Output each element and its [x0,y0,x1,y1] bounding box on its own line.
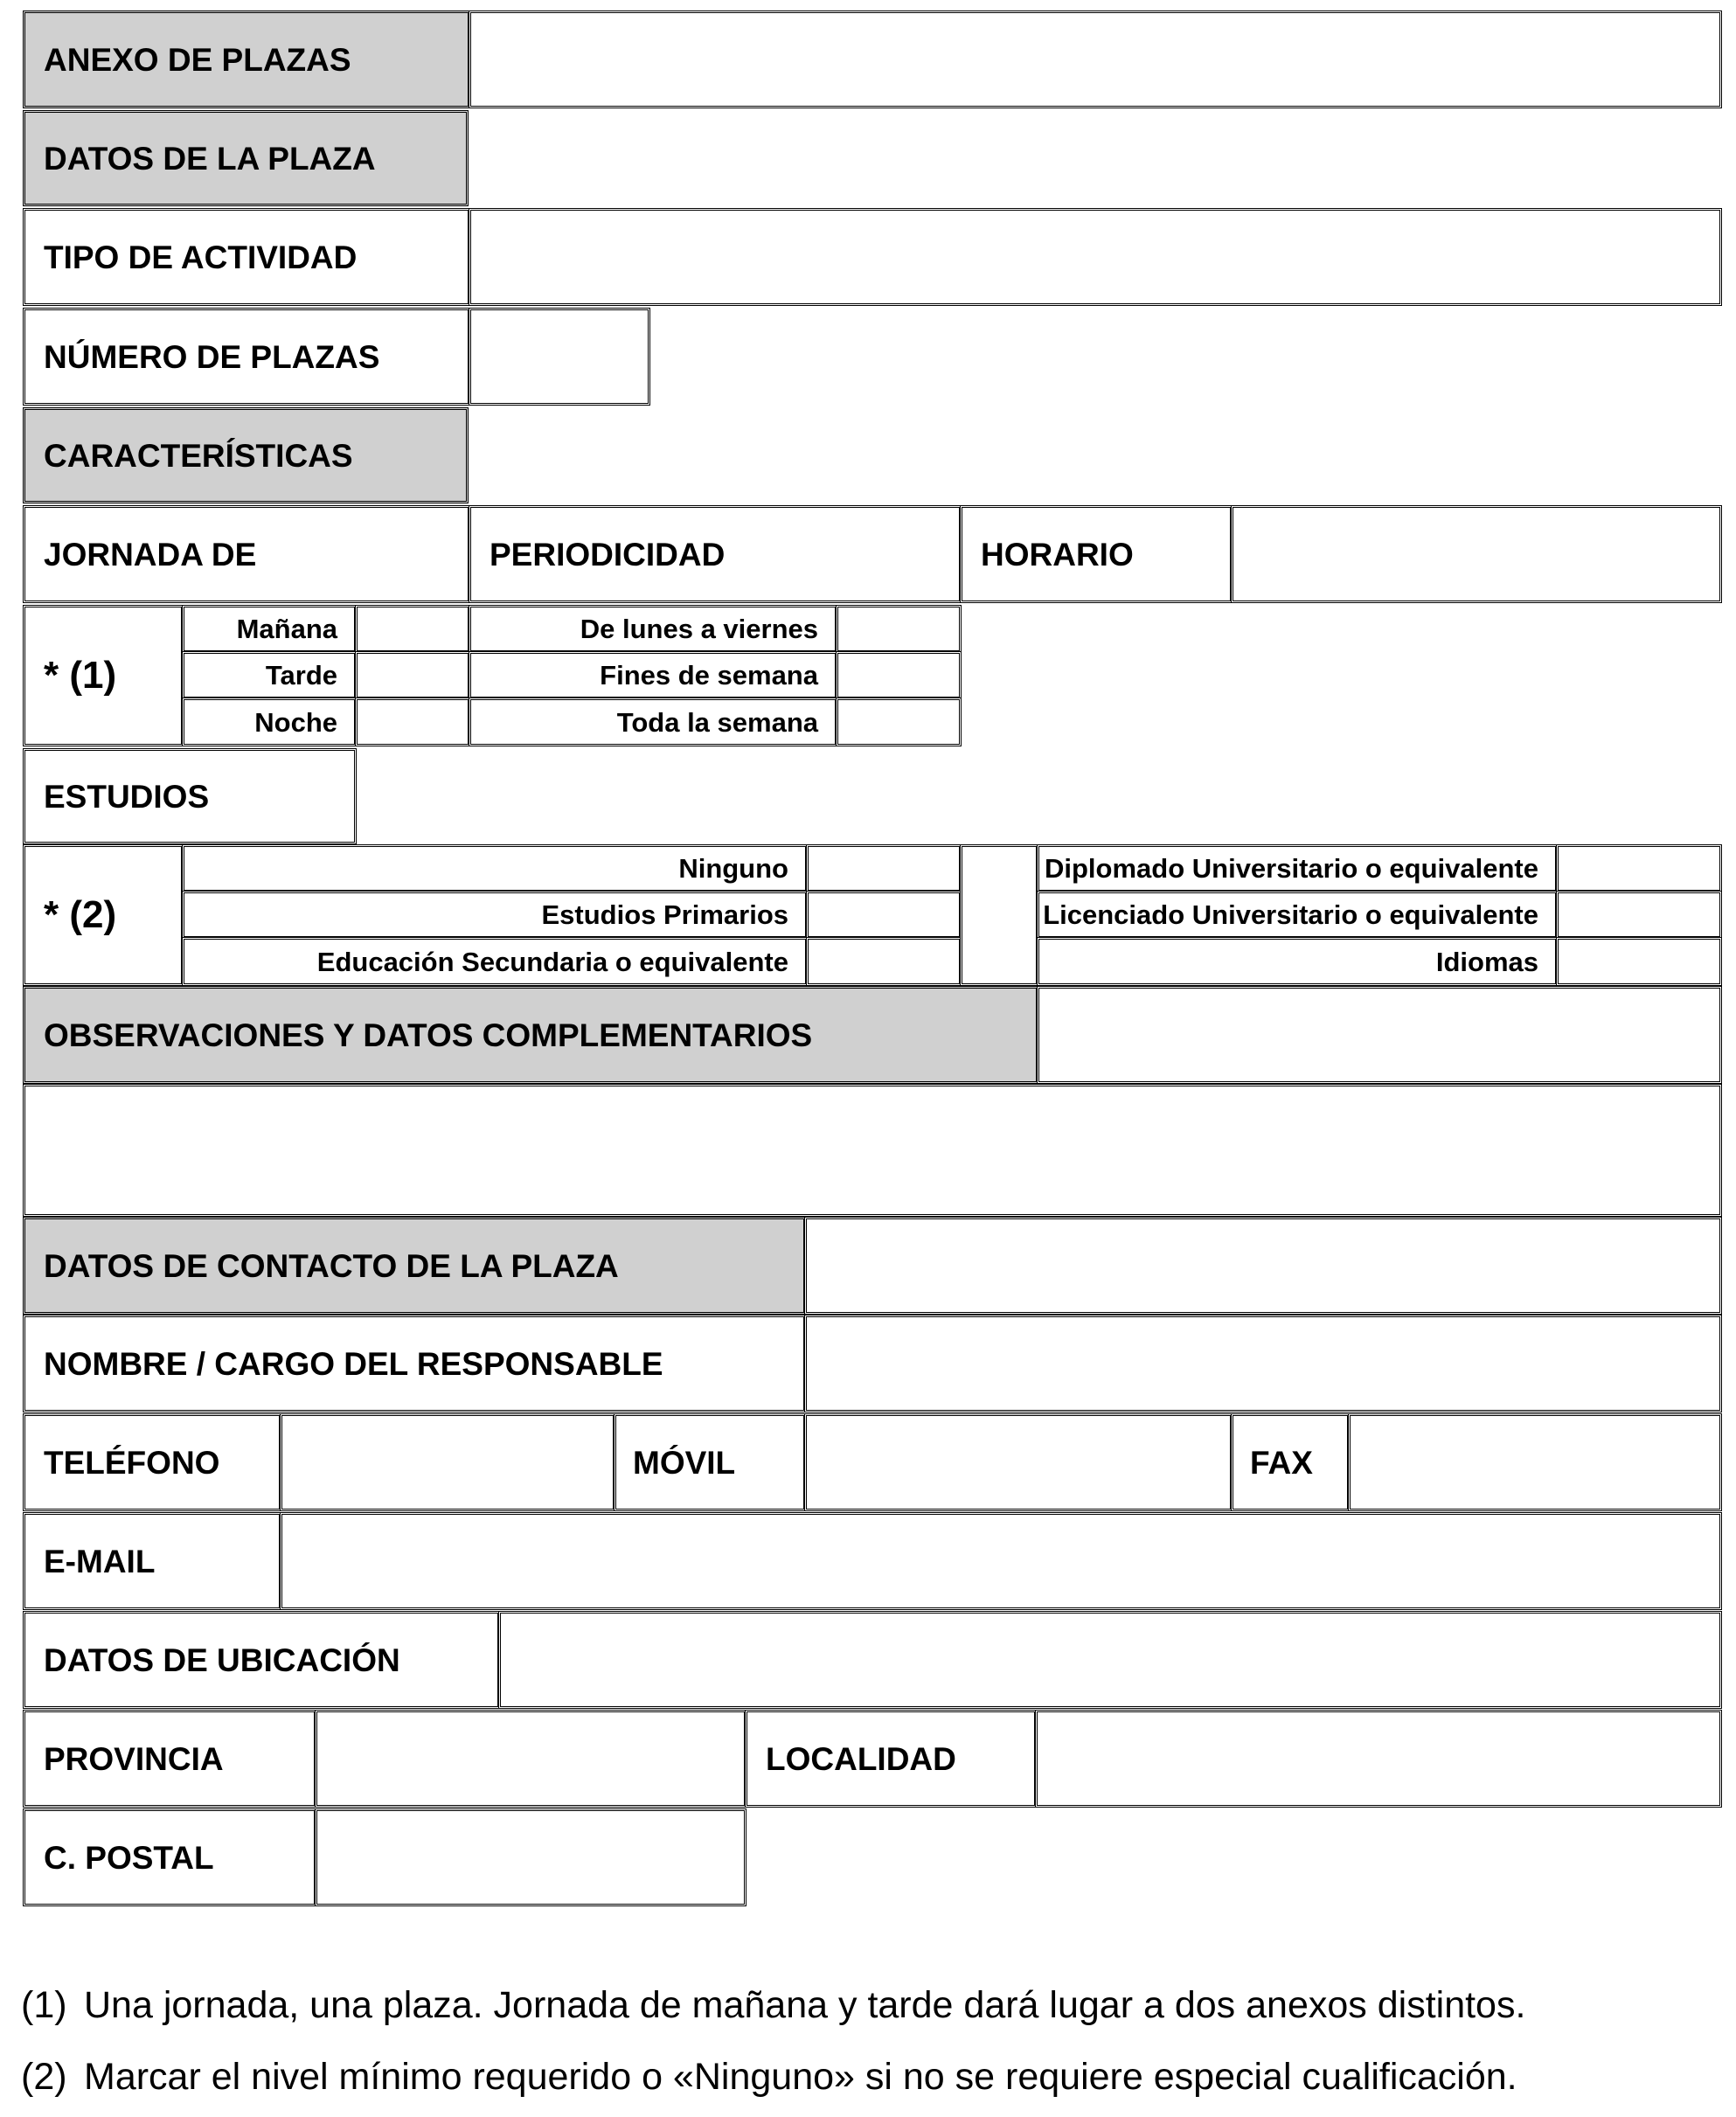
nombre-cargo-field[interactable] [804,1315,1722,1412]
provincia-field[interactable] [315,1710,746,1808]
telefono-label: TELÉFONO [44,1444,220,1481]
numero-de-plazas-field[interactable] [469,308,650,406]
periodicidad-lunes-viernes-checkbox[interactable] [836,605,962,653]
tipo-de-actividad-label: TIPO DE ACTIVIDAD [44,239,358,275]
horario-label: HORARIO [981,536,1134,573]
horario-field[interactable] [1231,505,1722,603]
movil-label: MÓVIL [633,1444,736,1481]
fax-field[interactable] [1348,1413,1722,1511]
jornada-option-manana-label: Mañana [236,614,337,644]
footnote-2-text: Marcar el nivel mínimo requerido o «Ninguno» si no se requiere especial cualificación. [84,2056,1517,2098]
estudios-ninguno-checkbox[interactable] [806,844,962,892]
datos-de-la-plaza-label: DATOS DE LA PLAZA [44,140,376,177]
anexo-de-plazas-field[interactable] [469,10,1722,108]
estudios-marker: * (2) [44,893,117,936]
movil-field[interactable] [804,1413,1233,1511]
codigo-postal-label: C. POSTAL [44,1839,214,1876]
estudios-option-diplomado-label: Diplomado Universitario o equivalente [1044,853,1538,884]
email-label: E-MAIL [44,1543,156,1579]
estudios-idiomas-checkbox[interactable] [1556,937,1722,986]
jornada-tarde-checkbox[interactable] [355,651,470,699]
jornada-de-label: JORNADA DE [44,536,257,573]
provincia-label: PROVINCIA [44,1740,224,1777]
datos-contacto-label: DATOS DE CONTACTO DE LA PLAZA [44,1247,619,1284]
codigo-postal-field[interactable] [315,1808,746,1906]
estudios-label: ESTUDIOS [44,778,210,815]
periodicidad-option-fines-semana-label: Fines de semana [600,660,818,691]
footnote-2-number: (2) [21,2056,67,2098]
estudios-licenciado-checkbox[interactable] [1556,891,1722,939]
observaciones-header-field [1037,986,1722,1084]
datos-ubicacion-label: DATOS DE UBICACIÓN [44,1642,400,1678]
nombre-cargo-label: NOMBRE / CARGO DEL RESPONSABLE [44,1345,663,1382]
periodicidad-toda-semana-checkbox[interactable] [836,698,962,746]
estudios-option-licenciado-label: Licenciado Universitario o equivalente [1043,899,1538,930]
footnote-1-text: Una jornada, una plaza. Jornada de mañana y tarde dará lugar a dos anexos distintos. [84,1984,1526,2026]
periodicidad-option-toda-semana-label: Toda la semana [616,706,818,738]
numero-de-plazas-label: NÚMERO DE PLAZAS [44,338,380,375]
jornada-manana-checkbox[interactable] [355,605,470,653]
email-field[interactable] [280,1512,1722,1610]
footnote-1 [21,1984,1525,2027]
periodicidad-option-lunes-viernes-label: De lunes a viernes [580,614,818,644]
observaciones-label: OBSERVACIONES Y DATOS COMPLEMENTARIOS [44,1017,813,1053]
estudios-option-secundaria-label: Educación Secundaria o equivalente [316,946,788,977]
footnote-2 [21,2056,1517,2099]
periodicidad-label: PERIODICIDAD [490,536,726,573]
jornada-option-tarde-label: Tarde [265,660,337,691]
localidad-label: LOCALIDAD [766,1740,956,1777]
caracteristicas-label: CARACTERÍSTICAS [44,437,353,474]
observaciones-field[interactable] [23,1084,1722,1217]
estudios-option-idiomas-label: Idiomas [1435,946,1538,977]
estudios-spacer-cell [960,844,1038,986]
datos-contacto-header-field [804,1217,1722,1315]
jornada-noche-checkbox[interactable] [355,698,470,746]
periodicidad-fines-semana-checkbox[interactable] [836,651,962,699]
estudios-option-primarios-label: Estudios Primarios [541,899,788,930]
telefono-field[interactable] [280,1413,615,1511]
anexo-de-plazas-label: ANEXO DE PLAZAS [44,41,351,78]
tipo-de-actividad-field[interactable] [469,208,1722,306]
estudios-secundaria-checkbox[interactable] [806,937,962,986]
estudios-primarios-checkbox[interactable] [806,891,962,939]
jornada-marker: * (1) [44,654,117,697]
localidad-field[interactable] [1035,1710,1722,1808]
estudios-option-ninguno-label: Ninguno [678,853,788,884]
datos-ubicacion-field[interactable] [498,1611,1722,1709]
footnote-1-number: (1) [21,1984,67,2026]
estudios-diplomado-checkbox[interactable] [1556,844,1722,892]
fax-label: FAX [1250,1444,1313,1481]
jornada-option-noche-label: Noche [254,706,337,738]
